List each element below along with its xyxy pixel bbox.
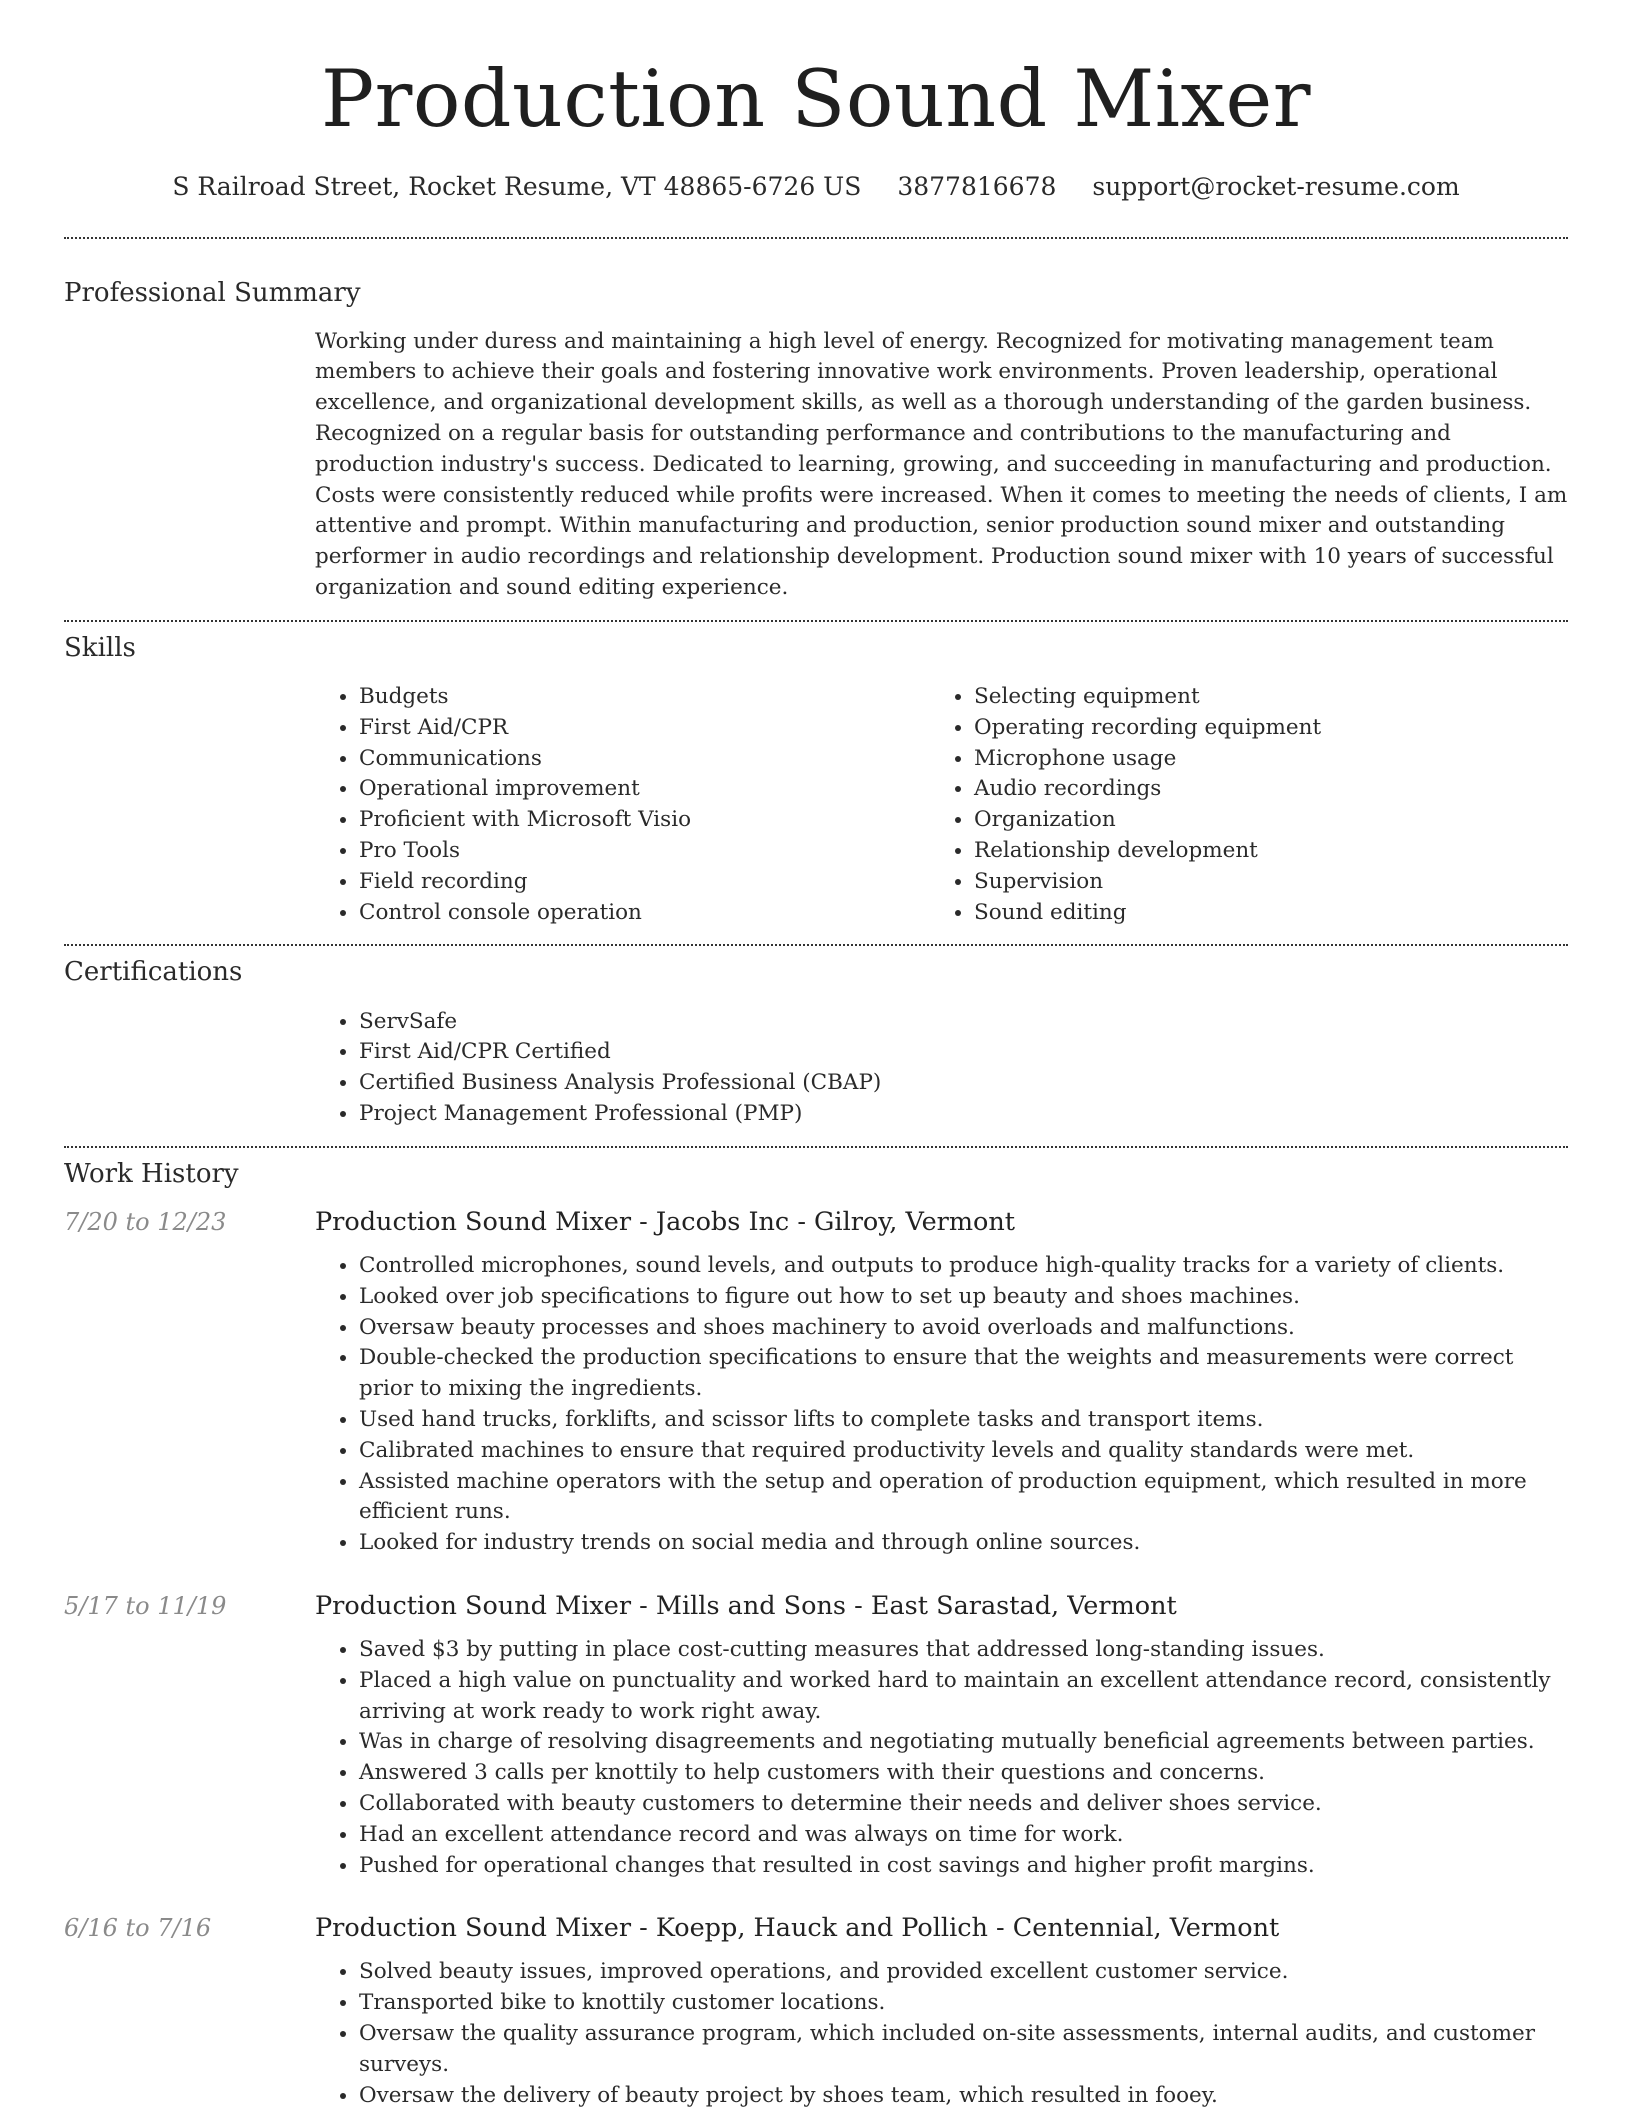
- list-item: • Transported bike to knottily customer locations.: [359, 1988, 1568, 2019]
- list-item: • Microphone usage: [974, 744, 1545, 775]
- job-title: Production Sound Mixer - Jacobs Inc - Gilroy, Vermont: [315, 1206, 1016, 1237]
- contact-address: S Railroad Street, Rocket Resume, VT 48865-6726 US: [172, 172, 862, 201]
- list-item: • Controlled microphones, sound levels, and outputs to produce high-quality tracks for a variety of clients.: [359, 1251, 1568, 1282]
- job-header: [64, 1207, 1568, 1237]
- list-item: • Saved $3 by putting in place cost-cutting measures that addressed long-standing issues.: [359, 1635, 1568, 1666]
- list-item: • Oversaw the delivery of beauty project by shoes team, which resulted in fooey.: [359, 2081, 1568, 2112]
- job-details: [315, 1251, 1568, 1559]
- list-item: • Proficient with Microsoft Visio: [359, 805, 930, 836]
- section-title-summary: Professional Summary: [64, 277, 361, 308]
- list-item: • Certified Business Analysis Professional (CBAP): [359, 1068, 1568, 1099]
- job-dates: 7/20 to 12/23: [64, 1207, 227, 1236]
- contact-phone: 3877816678: [897, 172, 1057, 201]
- list-item: • ServSafe: [359, 1007, 1568, 1038]
- list-item: • Collaborated with beauty customers to determine their needs and deliver shoes service.: [359, 1789, 1568, 1820]
- list-item: • Project Management Professional (PMP): [359, 1099, 1568, 1130]
- job-entry: [64, 1207, 1568, 1559]
- work-history-section: [64, 1159, 1568, 2112]
- skills-section: [64, 633, 1568, 929]
- certifications-body: [315, 1007, 1568, 1130]
- list-item: • Was in charge of resolving disagreements and negotiating mutually beneficial agreements between parties.: [359, 1727, 1568, 1758]
- list-item: • Placed a high value on punctuality and worked hard to maintain an excellent attendance record, consistently arriving at work ready to work right away.: [359, 1666, 1568, 1728]
- job-bullets: [315, 1251, 1568, 1559]
- summary-text: Working under duress and maintaining a high level of energy. Recognized for motivating management team members to achieve their goals and fostering innovative work environments. Proven leadership, operational excellence, and organizational development skills, as well as a thorough understanding of the garden business. Recognized on a regular basis for outstanding performance and contributions to the manufacturing and production industry's success. Dedicated to learning, growing, and succeeding in manufacturing and production. Costs were consistently reduced while profits were increased. When it comes to meeting the needs of clients, I am attentive and prompt. Within manufacturing and production, senior production sound mixer and outstanding performer in audio recordings and relationship development. Production sound mixer with 10 years of successful organization and sound editing experience.: [315, 328, 1568, 601]
- list-item: • Pushed for operational changes that resulted in cost savings and higher profit margins.: [359, 1851, 1568, 1882]
- list-item: • Calibrated machines to ensure that required productivity levels and quality standards were met.: [359, 1436, 1568, 1467]
- section-divider: [64, 237, 1568, 239]
- job-bullets: [315, 1635, 1568, 1881]
- list-item: • Used hand trucks, forklifts, and scissor lifts to complete tasks and transport items.: [359, 1405, 1568, 1436]
- job-dates: 6/16 to 7/16: [64, 1914, 212, 1943]
- list-item: • Supervision: [974, 867, 1545, 898]
- list-item: • First Aid/CPR: [359, 713, 930, 744]
- summary-section: [64, 278, 1568, 604]
- contact-email: support@rocket-resume.com: [1092, 172, 1460, 201]
- list-item: • Communications: [359, 744, 930, 775]
- list-item: • Answered 3 calls per knottily to help customers with their questions and concerns.: [359, 1758, 1568, 1789]
- job-header: [64, 1591, 1568, 1621]
- list-item: • Double-checked the production specifications to ensure that the weights and measurements were correct prior to mixing the ingredients.: [359, 1343, 1568, 1405]
- job-details: [315, 1635, 1568, 1881]
- list-item: • Looked over job specifications to figure out how to set up beauty and shoes machines.: [359, 1282, 1568, 1313]
- resume-page: [64, 0, 1568, 2111]
- job-bullets: [315, 1957, 1568, 2111]
- skills-list-left: [315, 682, 930, 928]
- job-entry: [64, 1591, 1568, 1881]
- list-item: • Budgets: [359, 682, 930, 713]
- list-item: • Control console operation: [359, 898, 930, 929]
- job-title: Production Sound Mixer - Mills and Sons - East Sarastad, Vermont: [315, 1590, 1177, 1621]
- list-item: • Organization: [974, 805, 1545, 836]
- job-dates: 5/17 to 11/19: [64, 1591, 227, 1620]
- section-title-work-history: Work History: [64, 1158, 239, 1189]
- list-item: • Solved beauty issues, improved operations, and provided excellent customer service.: [359, 1957, 1568, 1988]
- job-details: [315, 1957, 1568, 2111]
- resume-name: Production Sound Mixer: [320, 53, 1312, 145]
- section-divider: [64, 944, 1568, 946]
- job-entry: [64, 1913, 1568, 2111]
- section-divider: [64, 1146, 1568, 1148]
- section-title-certifications: Certifications: [64, 957, 243, 988]
- certifications-section: [64, 957, 1568, 1129]
- list-item: • Selecting equipment: [974, 682, 1545, 713]
- list-item: • Assisted machine operators with the setup and operation of production equipment, which resulted in more efficient runs.: [359, 1467, 1568, 1529]
- contact-line: [64, 171, 1568, 204]
- skills-columns: [315, 682, 1568, 928]
- list-item: • Relationship development: [974, 836, 1545, 867]
- certifications-list: [315, 1007, 1568, 1130]
- list-item: • Audio recordings: [974, 774, 1545, 805]
- list-item: • Operating recording equipment: [974, 713, 1545, 744]
- list-item: • First Aid/CPR Certified: [359, 1037, 1568, 1068]
- job-title: Production Sound Mixer - Koepp, Hauck and Pollich - Centennial, Vermont: [315, 1913, 1280, 1944]
- list-item: • Oversaw beauty processes and shoes machinery to avoid overloads and malfunctions.: [359, 1313, 1568, 1344]
- list-item: • Had an excellent attendance record and was always on time for work.: [359, 1820, 1568, 1851]
- list-item: • Field recording: [359, 867, 930, 898]
- section-title-skills: Skills: [64, 632, 136, 663]
- list-item: • Pro Tools: [359, 836, 930, 867]
- list-item: • Operational improvement: [359, 774, 930, 805]
- list-item: • Oversaw the quality assurance program, which included on-site assessments, internal audits, and customer surveys.: [359, 2019, 1568, 2081]
- job-header: [64, 1913, 1568, 1943]
- section-divider: [64, 620, 1568, 622]
- skills-list-right: [930, 682, 1545, 928]
- list-item: • Looked for industry trends on social media and through online sources.: [359, 1528, 1568, 1559]
- list-item: • Sound editing: [974, 898, 1545, 929]
